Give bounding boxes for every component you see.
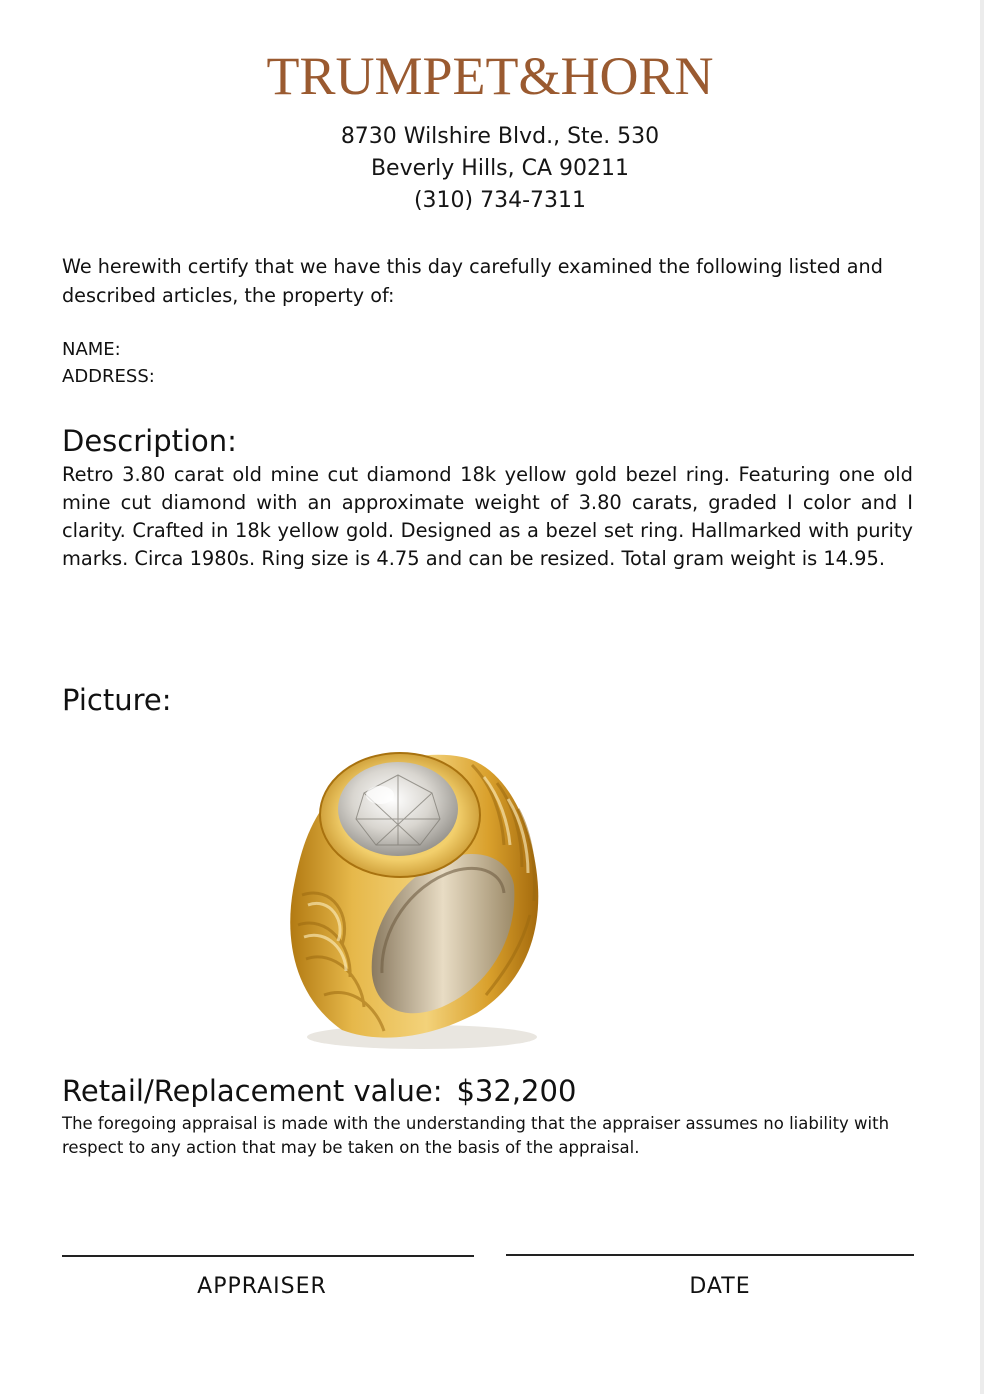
retail-value-label: Retail/Replacement value: <box>62 1074 443 1108</box>
retail-value <box>62 1073 576 1109</box>
address-line-1: 8730 Wilshire Blvd., Ste. 530 <box>340 124 660 149</box>
picture-heading: Picture: <box>62 683 172 717</box>
appraiser-label: APPRAISER <box>197 1274 327 1299</box>
retail-value-amount: $32,200 <box>456 1074 577 1108</box>
phone-number: (310) 734-7311 <box>413 188 587 213</box>
ring-photo <box>272 745 562 1055</box>
address-label: ADDRESS: <box>62 366 155 387</box>
date-signature-line <box>506 1254 914 1256</box>
certification-statement: We herewith certify that we have this day carefully examined the following listed and described articles, the property of: <box>62 255 883 307</box>
address-line-2: Beverly Hills, CA 90211 <box>370 156 630 181</box>
date-label: DATE <box>689 1274 751 1299</box>
company-logo: TRUMPET&HORN <box>266 46 714 106</box>
company-address <box>0 121 984 217</box>
name-label: NAME: <box>62 339 121 360</box>
appraisal-disclaimer: The foregoing appraisal is made with the understanding that the appraiser assumes no liability with respect to any action that may be taken on the basis of the appraisal. <box>62 1114 890 1157</box>
description-heading: Description: <box>62 424 237 458</box>
appraiser-signature-line <box>62 1255 474 1257</box>
description-text: Retro 3.80 carat old mine cut diamond 18k yellow gold bezel ring. Featuring one old mine cut diamond with an approximate weight of 3.80 carats, graded I color and I clarity. Crafted in 18k yellow gold. Designed as a bezel set ring. Hallmarked with purity marks. Circa 1980s. Ring size is 4.75 and can be resized. Total gram weight is 14.95. <box>62 463 913 570</box>
